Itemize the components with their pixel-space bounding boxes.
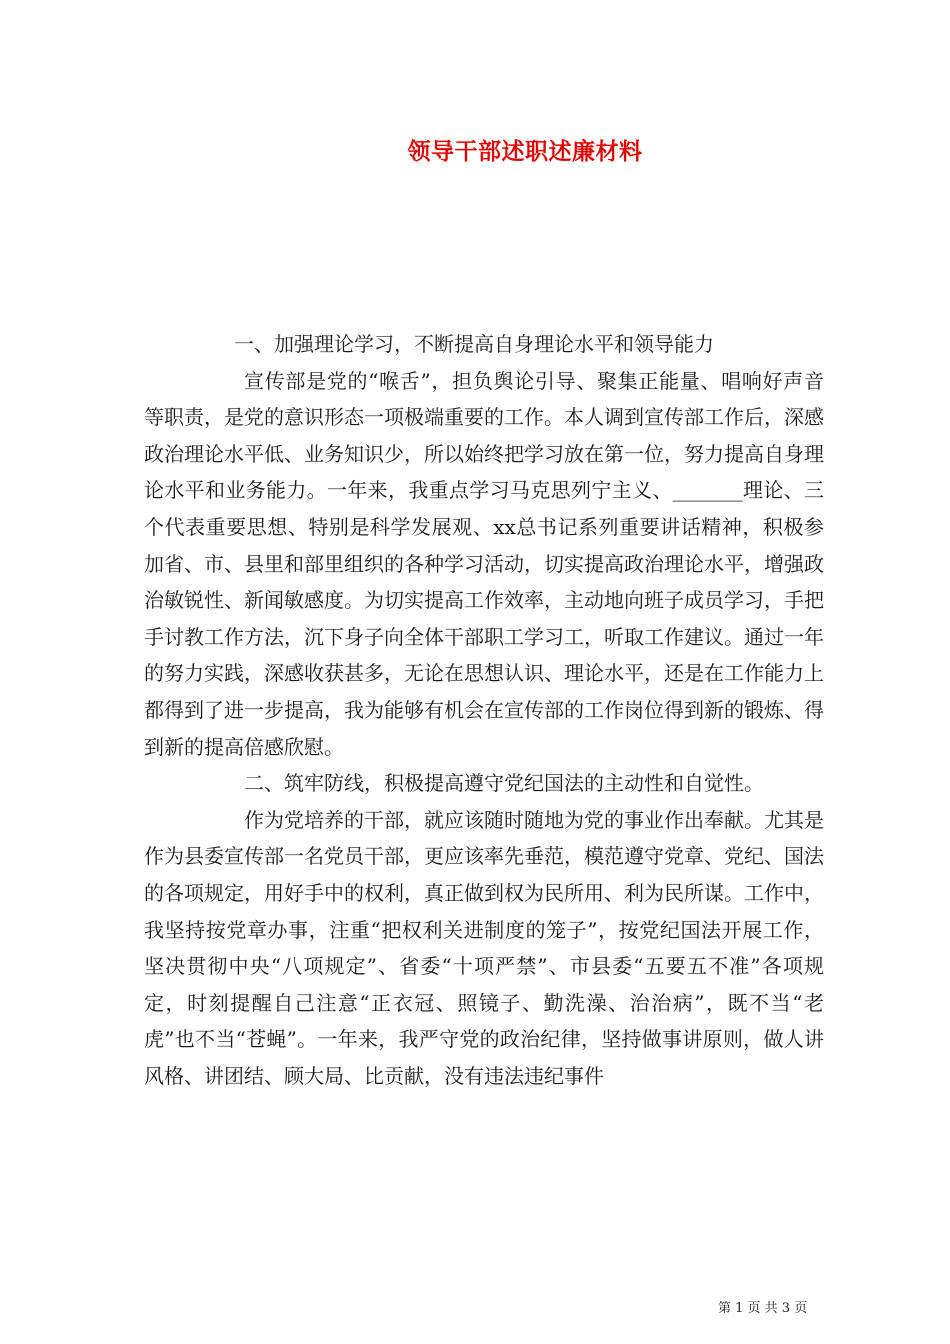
document-body <box>144 326 824 1094</box>
section-1-paragraph: 宣传部是党的“喉舌”，担负舆论引导、聚集正能量、唱响好声音等职责，是党的意识形态一项极端重要的工作。本人调到宣传部工作后，深感政治理论水平低、业务知识少，所以始终把学习放在第一位，努力提高自身理论水平和业务能力。一年来，我重点学习马克思列宁主义、_______理论、三个代表重要思想、特别是科学发展观、xx总书记系列重要讲话精神，积极参加省、市、县里和部里组织的各种学习活动，切实提高政治理论水平，增强政治敏锐性、新闻敏感度。为切实提高工作效率，主动地向班子成员学习，手把手讨教工作方法，沉下身子向全体干部职工学习工，听取工作建议。通过一年的努力实践，深感收获甚多，无论在思想认识、理论水平，还是在工作能力上都得到了进一步提高，我为能够有机会在宣传部的工作岗位得到新的锻炼、得到新的提高倍感欣慰。 <box>144 368 824 759</box>
section-2-heading: 二、筑牢防线，积极提高遵守党纪国法的主动性和自觉性。 <box>244 771 764 796</box>
page-number-footer: 第 1 页 共 3 页 <box>718 1301 808 1316</box>
section-1-heading: 一、加强理论学习，不断提高自身理论水平和领导能力 <box>234 332 714 356</box>
section-2-paragraph: 作为党培养的干部，就应该随时随地为党的事业作出奉献。尤其是作为县委宣传部一名党员干部，更应该率先垂范，模范遵守党章、党纪、国法的各项规定，用好手中的权利，真正做到权为民所用、利为民所谋。工作中，我坚持按党章办事，注重“把权利关进制度的笼子”，按党纪国法开展工作，坚决贯彻中央“八项规定”、省委“十项严禁”、市县委“五要五不准”各项规定，时刻提醒自己注意“正衣冠、照镜子、勤洗澡、治治病”，既不当“老虎”也不当“苍蝇”。一年来，我严守党的政治纪律，坚持做事讲原则，做人讲风格、讲团结、顾大局、比贡献，没有违法违纪事件 <box>144 807 824 1088</box>
document-title: 领导干部述职述廉材料 <box>407 138 643 165</box>
